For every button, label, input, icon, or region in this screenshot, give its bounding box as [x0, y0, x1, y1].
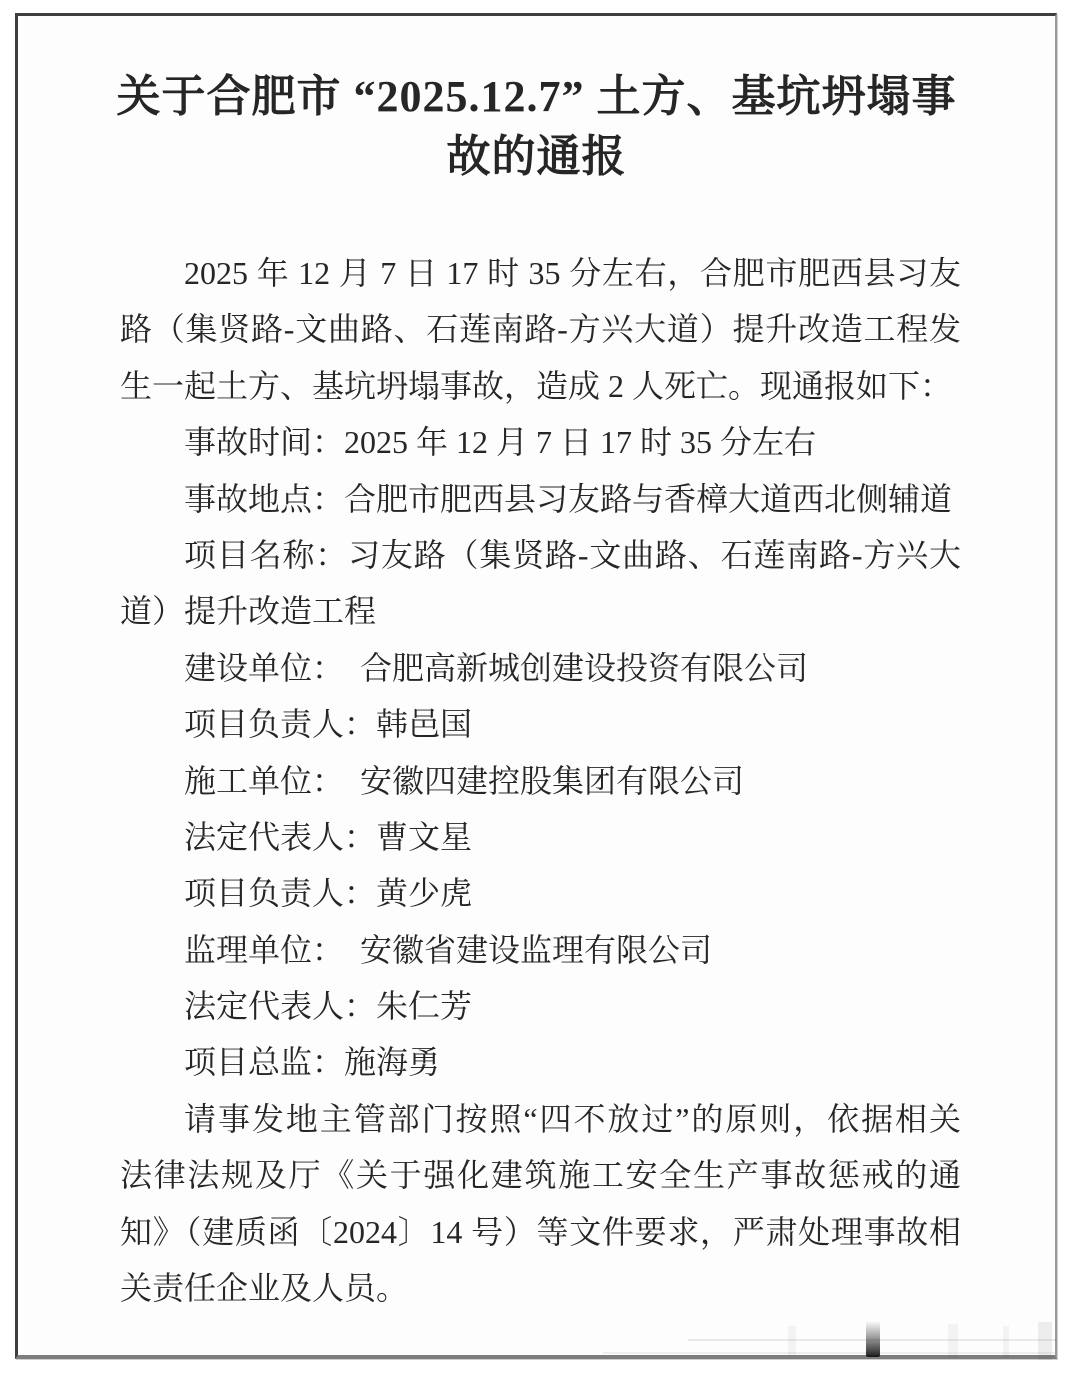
text-line: 事故时间：2025 年 12 月 7 日 17 时 35 分左右: [184, 424, 817, 461]
text-line: 事故地点：合肥市肥西县习友路与香樟大道西北侧辅道: [184, 480, 953, 517]
document-body: [120, 245, 961, 1316]
text-line: 法定代表人：曹文星: [184, 818, 473, 855]
text-line: 道）提升改造工程: [120, 593, 377, 630]
text-line: 2025 年 12 月 7 日 17 时 35 分左右，合肥市肥西县习友: [184, 255, 961, 291]
scanned-document-page: [15, 13, 1057, 1359]
faint-scan-line: [603, 1352, 1055, 1354]
faint-scan-streak: [948, 1324, 958, 1358]
text-line: 建设单位： 合肥高新城创建设投资有限公司: [184, 649, 809, 686]
text-line: 法律法规及厅《关于强化建筑施工安全生产事故惩戒的通: [120, 1157, 961, 1194]
text-line: 项目负责人：黄少虎: [184, 875, 473, 912]
title-line-1: 关于合肥市 “2025.12.7” 土方、基坑坍塌事: [116, 72, 957, 121]
text-line: 法定代表人：朱仁芳: [184, 988, 473, 1025]
text-line: 项目名称：习友路（集贤路-文曲路、石莲南路-方兴大: [184, 536, 961, 573]
document-title: [18, 67, 1055, 187]
text-line: 项目总监：施海勇: [184, 1044, 441, 1081]
text-line: 知》（建质函〔2024〕14 号）等文件要求，严肃处理事故相: [120, 1213, 961, 1250]
text-line: 路（集贤路-文曲路、石莲南路-方兴大道）提升改造工程发: [120, 311, 961, 348]
text-line: 施工单位： 安徽四建控股集团有限公司: [184, 762, 745, 799]
faint-scan-streak: [788, 1326, 796, 1356]
text-line: 监理单位： 安徽省建设监理有限公司: [184, 931, 713, 968]
ink-smudge-mark: [866, 1321, 880, 1357]
faint-scan-streak: [1003, 1326, 1009, 1358]
text-line: 项目负责人：韩邑国: [184, 706, 473, 743]
title-line-2: 故的通报: [446, 132, 627, 181]
text-line: 生一起土方、基坑坍塌事故，造成 2 人死亡。现通报如下：: [120, 367, 953, 404]
faint-scan-streak: [1038, 1322, 1052, 1360]
text-line: 请事发地主管部门按照“四不放过”的原则，依据相关: [184, 1100, 961, 1137]
faint-scan-line: [688, 1339, 1056, 1341]
text-line: 关责任企业及人员。: [120, 1270, 409, 1307]
